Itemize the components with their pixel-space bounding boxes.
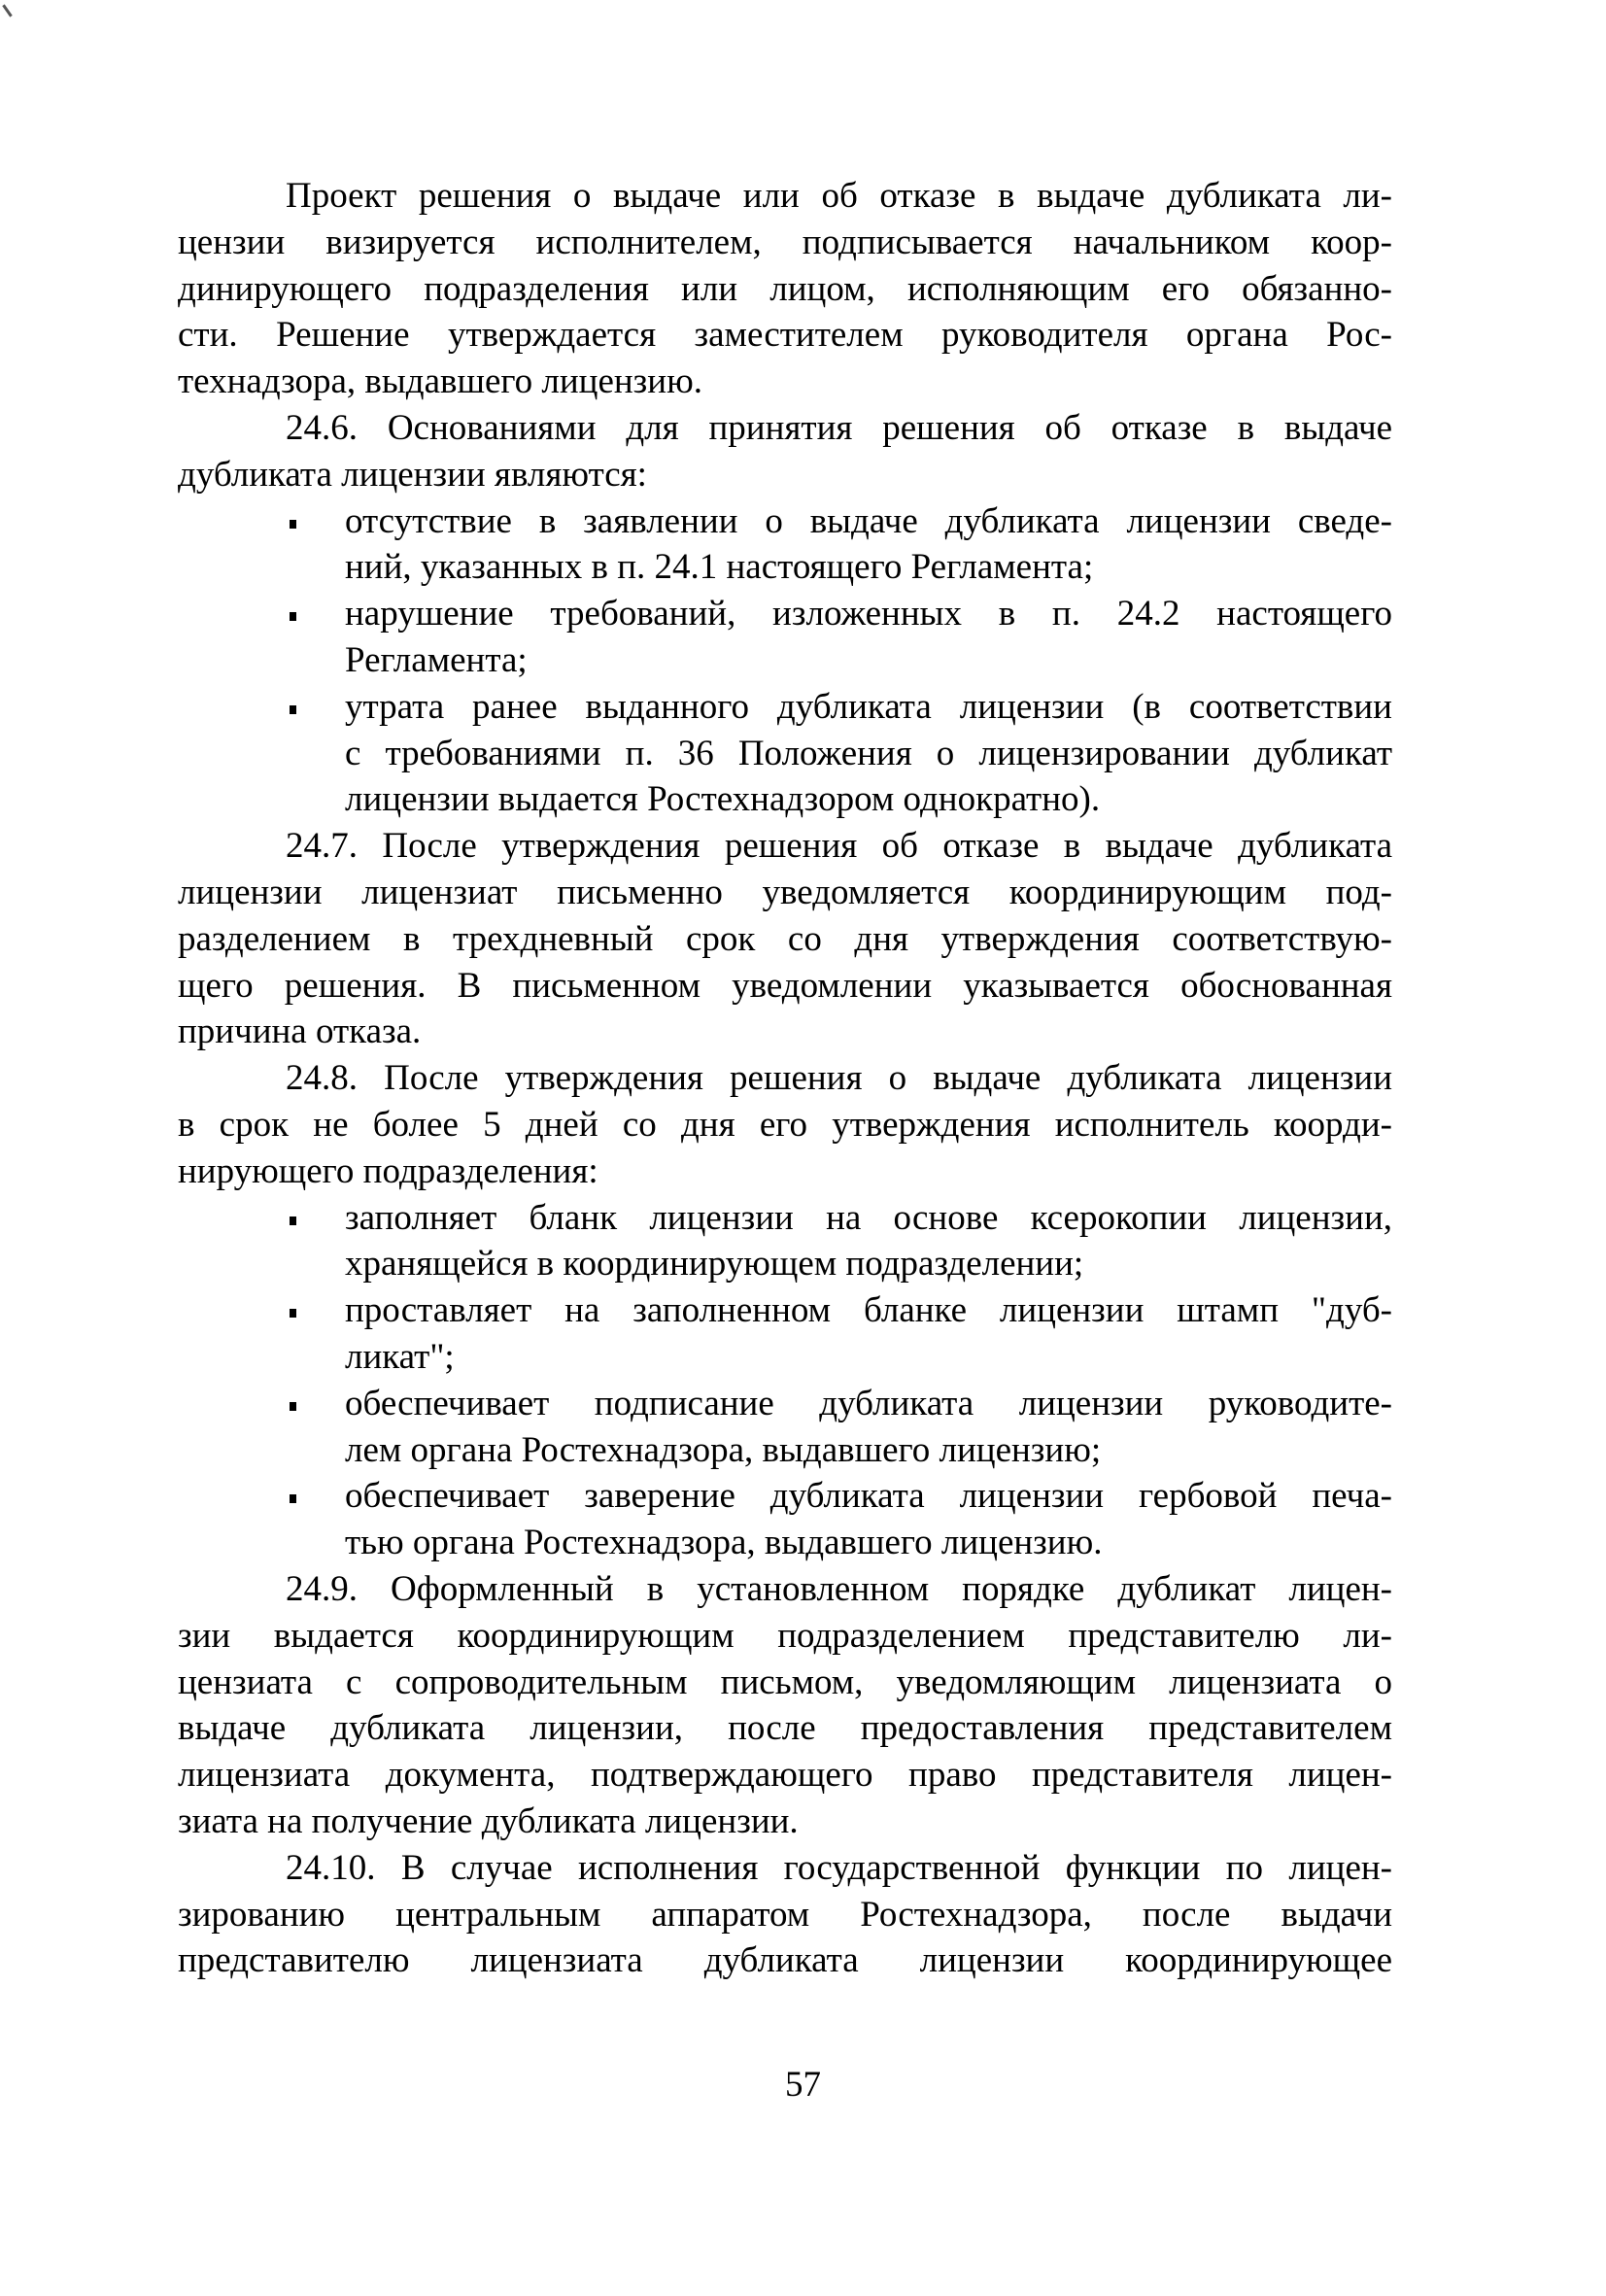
bullet-text-line: тью органа Ростехнадзора, выдавшего лицензию. <box>345 1523 1103 1563</box>
bullet-text-line: с требованиями п. 36 Положения о лицензировании дубликат <box>345 733 1392 773</box>
bullet-text-line: обеспечивает подписание дубликата лицензии руководите- <box>345 1383 1392 1423</box>
bullet-text-line: ликат"; <box>345 1337 455 1377</box>
paragraph-line: лицензии лицензиат письменно уведомляется координирующим под- <box>178 873 1392 912</box>
paragraph-line: 24.8. После утверждения решения о выдаче дубликата лицензии <box>286 1058 1392 1099</box>
bullet-text-line: лицензии выдается Ростехнадзором однократно). <box>345 779 1101 820</box>
paragraph-line: нирующего подразделения: <box>178 1150 598 1191</box>
paragraph-line: Проект решения о выдаче или об отказе в выдаче дубликата ли- <box>286 176 1392 216</box>
paragraph-line: щего решения. В письменном уведомлении указывается обоснованная <box>178 965 1392 1006</box>
paragraph-line: 24.9. Оформленный в установленном порядке дубликат лицен- <box>286 1569 1392 1609</box>
bullet-text-line: отсутствие в заявлении о выдаче дубликата лицензии сведе- <box>345 500 1392 541</box>
bullet-icon <box>290 1309 296 1318</box>
bullet-text-line: Регламента; <box>345 640 528 680</box>
paragraph-line: сти. Решение утверждается заместителем руководителя органа Рос- <box>178 315 1392 356</box>
paragraph-line: дубликата лицензии являются: <box>178 454 647 495</box>
bullet-text-line: проставляет на заполненном бланке лицензии штамп "дуб- <box>345 1290 1392 1331</box>
paragraph-line: лицензиата документа, подтверждающего право представителя лицен- <box>178 1755 1392 1796</box>
bullet-text-line: хранящейся в координирующем подразделении; <box>345 1244 1084 1285</box>
paragraph-line: в срок не более 5 дней со дня его утверждения исполнитель коорди- <box>178 1105 1392 1145</box>
paragraph-line: зии выдается координирующим подразделением представителю ли- <box>178 1615 1392 1656</box>
bullet-icon <box>290 612 296 621</box>
paragraph-line: зиата на получение дубликата лицензии. <box>178 1801 799 1841</box>
paragraph-line: 24.6. Основаниями для принятия решения об отказе в выдаче <box>286 408 1392 448</box>
paragraph-line: цензии визируется исполнителем, подписывается начальником коор- <box>178 222 1392 262</box>
bullet-text-line: заполняет бланк лицензии на основе ксерокопии лицензии, <box>345 1197 1392 1238</box>
paragraph-line: разделением в трехдневный срок со дня утверждения соответствую- <box>178 918 1392 959</box>
paragraph-line: представителю лицензиата дубликата лицензии координирующее <box>178 1940 1392 1981</box>
paragraph-line: выдаче дубликата лицензии, после предоставления представителем <box>178 1708 1392 1749</box>
paragraph-line: цензиата с сопроводительным письмом, уведомляющим лицензиата о <box>178 1662 1392 1702</box>
scan-artifact <box>2 4 12 17</box>
bullet-icon <box>290 520 296 529</box>
paragraph-line: динирующего подразделения или лицом, исполняющим его обязанно- <box>178 268 1392 309</box>
paragraph-line: 24.7. После утверждения решения об отказе в выдаче дубликата <box>286 826 1392 867</box>
bullet-icon <box>290 705 296 714</box>
paragraph-line: 24.10. В случае исполнения государственной функции по лицен- <box>286 1847 1392 1888</box>
paragraph-line: зированию центральным аппаратом Ростехнадзора, после выдачи <box>178 1894 1392 1935</box>
bullet-text-line: лем органа Ростехнадзора, выдавшего лицензию; <box>345 1429 1102 1470</box>
bullet-text-line: нарушение требований, изложенных в п. 24.2 настоящего <box>345 594 1392 634</box>
paragraph-line: технадзора, выдавшего лицензию. <box>178 361 702 402</box>
bullet-icon <box>290 1494 296 1503</box>
paragraph-line: причина отказа. <box>178 1011 422 1052</box>
bullet-text-line: утрата ранее выданного дубликата лицензии (в соответствии <box>345 686 1392 727</box>
page-number: 57 <box>785 2065 821 2105</box>
bullet-text-line: обеспечивает заверение дубликата лицензии гербовой печа- <box>345 1476 1392 1517</box>
bullet-icon <box>290 1402 296 1411</box>
bullet-text-line: ний, указанных в п. 24.1 настоящего Регламента; <box>345 547 1094 588</box>
bullet-icon <box>290 1217 296 1225</box>
